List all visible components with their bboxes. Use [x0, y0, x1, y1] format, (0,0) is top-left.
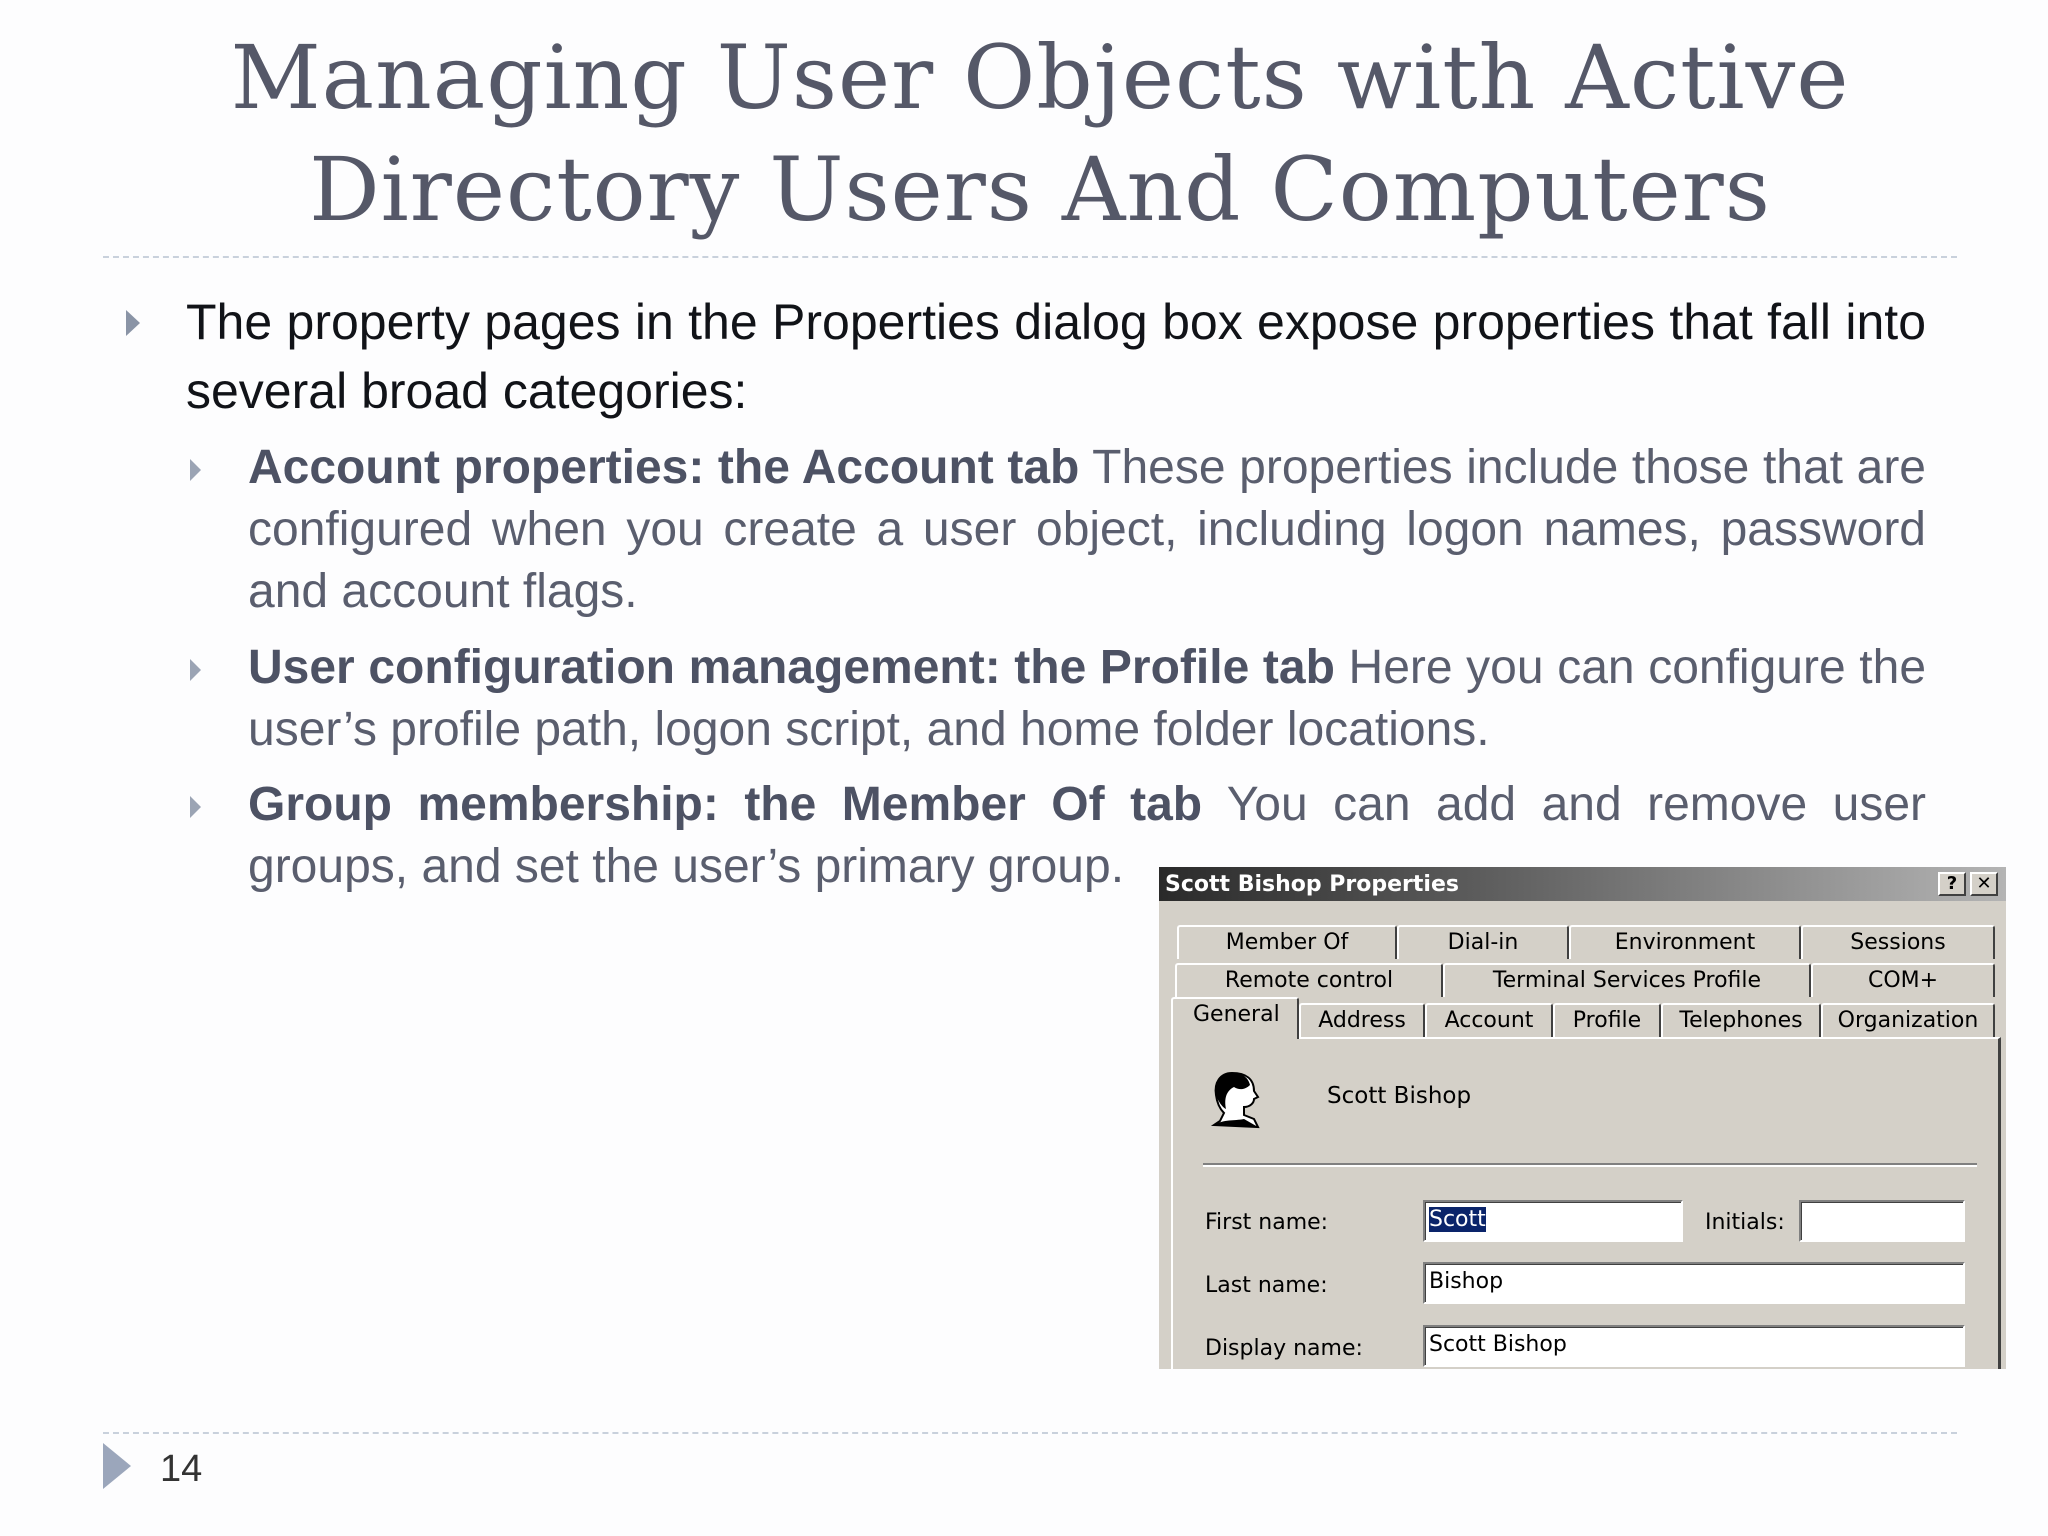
last-name-label: Last name:: [1205, 1273, 1328, 1298]
tab-profile[interactable]: Profile: [1553, 1003, 1661, 1037]
dialog-title: Scott Bishop Properties: [1165, 872, 1459, 897]
tab-com-plus[interactable]: COM+: [1811, 963, 1995, 997]
sub-bullet-arrow-icon: [190, 796, 201, 818]
slide-title: [150, 22, 1930, 246]
tab-address[interactable]: Address: [1299, 1003, 1425, 1037]
sub-bullet-arrow-icon: [190, 659, 201, 681]
bullet-account-heading: Account properties: the Account tab: [248, 441, 1080, 494]
first-name-value: Scott: [1429, 1207, 1486, 1232]
user-display-name: Scott Bishop: [1327, 1083, 1472, 1109]
close-button[interactable]: ✕: [1970, 872, 1998, 896]
initials-label: Initials:: [1705, 1210, 1785, 1235]
last-name-input[interactable]: Bishop: [1423, 1262, 1965, 1304]
tab-organization[interactable]: Organization: [1821, 1003, 1995, 1037]
help-button[interactable]: ?: [1938, 872, 1966, 896]
bullet-profile-heading: User configuration management: the Profile tab: [248, 641, 1335, 694]
tab-general[interactable]: General: [1171, 997, 1299, 1039]
user-head-icon: [1210, 1069, 1262, 1131]
bullet-account: [248, 437, 1926, 623]
bullet-arrow-icon: [126, 310, 140, 336]
page-number: 14: [160, 1448, 203, 1490]
bottom-divider: [103, 1432, 1957, 1434]
separator: [1203, 1163, 1977, 1167]
tab-terminal-services-profile[interactable]: Terminal Services Profile: [1443, 963, 1811, 997]
slide-title-line-1: Managing User Objects with Active: [230, 26, 1850, 129]
tab-sessions[interactable]: Sessions: [1801, 925, 1995, 959]
first-name-input[interactable]: [1423, 1200, 1683, 1242]
top-divider: [103, 256, 1957, 258]
tab-dial-in[interactable]: Dial-in: [1397, 925, 1569, 959]
bullet-account-text: These properties include those that are configured when you create a user object, including logon names, password and account flags.: [248, 441, 1926, 618]
first-name-label: First name:: [1205, 1210, 1329, 1235]
tab-environment[interactable]: Environment: [1569, 925, 1801, 959]
intro-paragraph: The property pages in the Properties dialog box expose properties that fall into several broad categories:: [186, 294, 1926, 419]
dialog-titlebar: [1159, 867, 2006, 901]
page-arrow-icon: [103, 1443, 131, 1489]
sub-bullet-arrow-icon: [190, 459, 201, 481]
bullet-profile: [248, 637, 1926, 761]
properties-dialog: [1159, 867, 2006, 1369]
bullet-member-of-heading: Group membership: the Member Of tab: [248, 778, 1203, 831]
tab-member-of[interactable]: Member Of: [1177, 925, 1397, 959]
initials-input[interactable]: [1799, 1200, 1965, 1242]
tab-account[interactable]: Account: [1425, 1003, 1553, 1037]
slide-title-line-2: Directory Users And Computers: [309, 138, 1771, 241]
tab-remote-control[interactable]: Remote control: [1175, 963, 1443, 997]
tab-telephones[interactable]: Telephones: [1661, 1003, 1821, 1037]
display-name-input[interactable]: Scott Bishop: [1423, 1325, 1965, 1367]
bullet-profile-text: Here you can configure the user’s profile path, logon script, and home folder locations.: [248, 641, 1927, 756]
display-name-label: Display name:: [1205, 1336, 1363, 1361]
bullet-member-of-text: You can add and remove user groups, and set the user’s primary group.: [248, 778, 1927, 893]
